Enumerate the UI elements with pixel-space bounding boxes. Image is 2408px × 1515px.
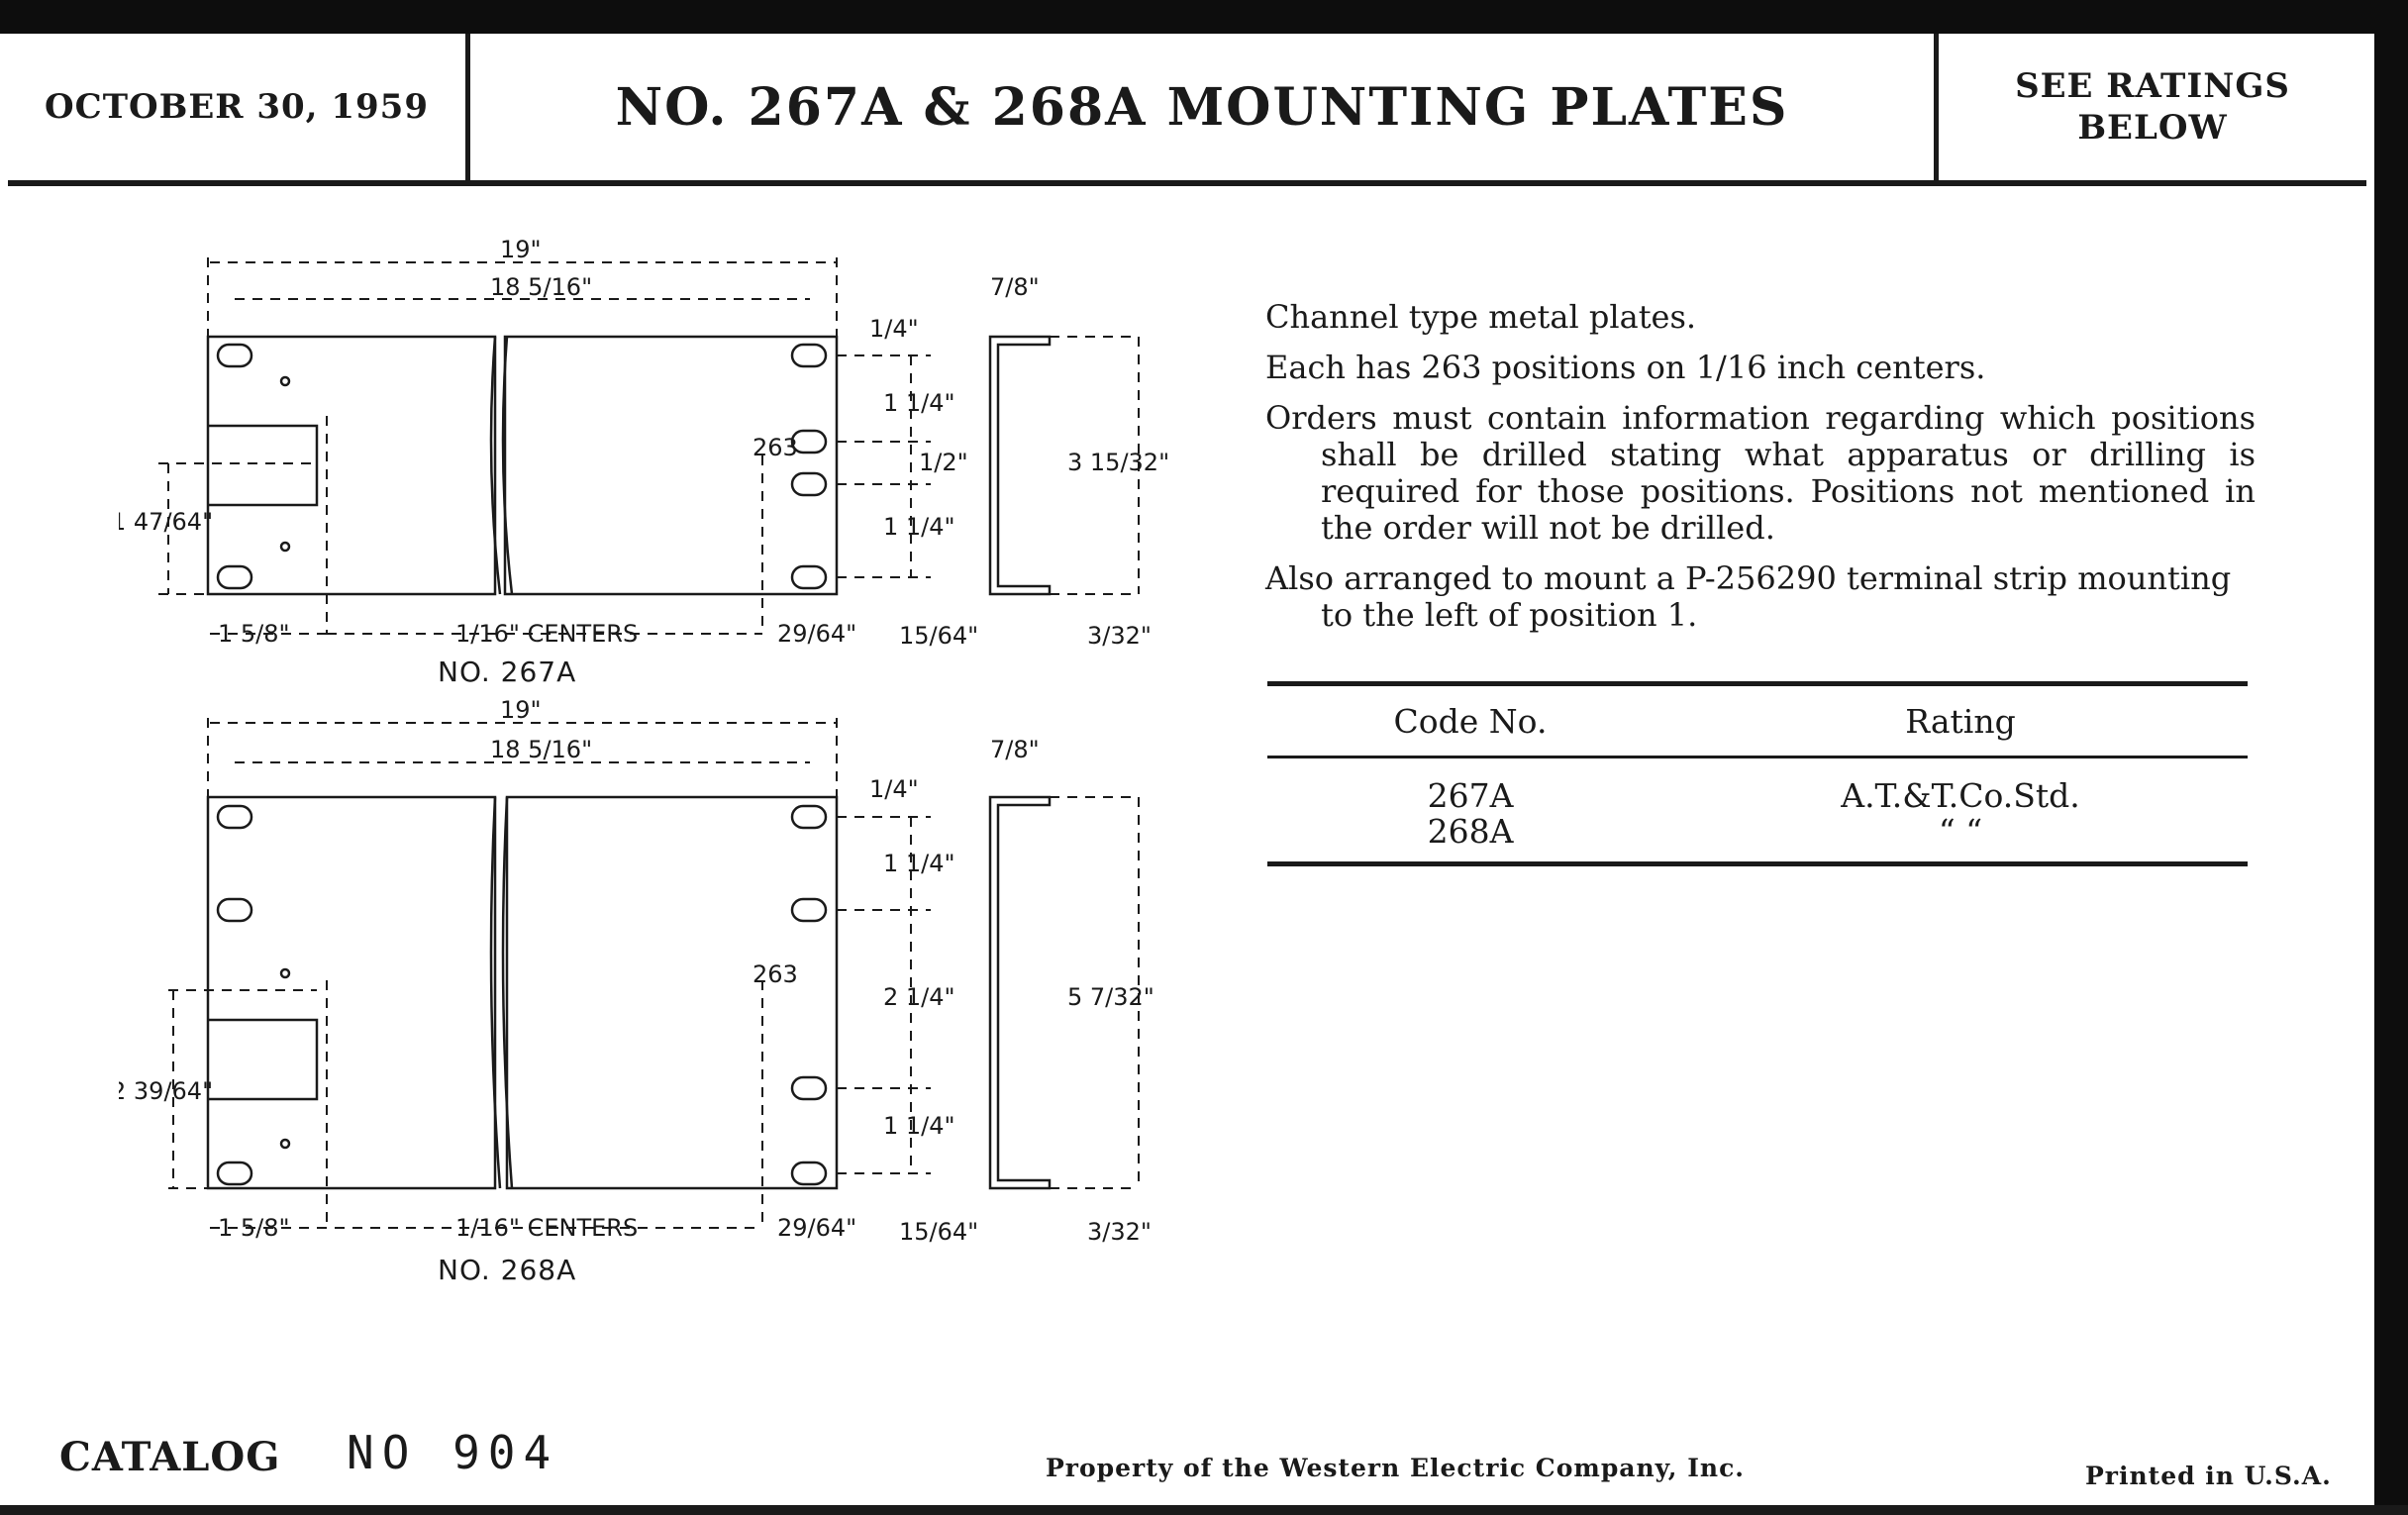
dim-268a-right-offset: 29/64" [777, 1214, 857, 1242]
dim-268a-channel-height: 5 7/32" [1067, 983, 1154, 1011]
dim-268a-channel-thickness: 3/32" [1087, 1218, 1152, 1246]
printed-notice: Printed in U.S.A. [2085, 1462, 2332, 1490]
dim-268a-left-offset: 1 5/8" [218, 1214, 290, 1242]
dim-268a-spacing-b: 2 1/4" [883, 983, 955, 1011]
header-ratings-cell [1939, 34, 2366, 180]
header-date-cell [8, 34, 470, 180]
description-p1: Channel type metal plates. [1265, 298, 1697, 336]
catalog-label: CATALOG [59, 1434, 281, 1480]
ratings-table-body [1267, 758, 2248, 866]
plate-268a-outline [208, 797, 837, 1188]
plate-267a-outline [208, 337, 837, 594]
dim-267a-channel-thickness: 3/32" [1087, 622, 1152, 650]
dim-268a-positions: 263 [752, 960, 798, 988]
ratings-header-rating: Rating [1905, 701, 2016, 741]
dim-267a-spacing-a: 1 1/4" [883, 389, 955, 417]
table-row-code: 268A [1427, 812, 1514, 851]
header-bar [8, 34, 2366, 186]
description-block [1265, 299, 2256, 648]
mounting-plates-drawing [119, 228, 1198, 1307]
table-row-rating: A.T.&T.Co.Std. [1841, 776, 2080, 815]
ratings-table-header [1267, 686, 2248, 758]
dim-268a-hole-span: 18 5/16" [490, 736, 593, 763]
dim-268a-spacing-c: 1 1/4" [883, 1112, 955, 1140]
dim-267a-overall-width: 19" [500, 236, 542, 263]
property-notice: Property of the Western Electric Company, Inc. [1046, 1454, 1746, 1482]
dim-268a-centers: 1/16" CENTERS [455, 1214, 639, 1242]
header-date: OCTOBER 30, 1959 [45, 87, 429, 127]
dim-268a-spacing-a: 1 1/4" [883, 850, 955, 877]
plate-268a-label: NO. 268A [438, 1254, 577, 1286]
dim-268a-overall-width: 19" [500, 696, 542, 724]
dim-267a-spacing-c: 1 1/4" [883, 513, 955, 541]
dim-267a-height: 1 47/64" [119, 508, 214, 536]
header-ratings-line1: SEE RATINGS [2015, 66, 2290, 106]
header-ratings-line2: BELOW [2077, 108, 2228, 148]
dim-267a-hole-span: 18 5/16" [490, 273, 593, 301]
dim-267a-bottom-margin: 15/64" [899, 622, 979, 650]
dim-268a-bottom-margin: 15/64" [899, 1218, 979, 1246]
dim-267a-centers: 1/16" CENTERS [455, 620, 639, 648]
description-p2: Each has 263 positions on 1/16 inch centers. [1265, 349, 1986, 386]
dim-268a-top-margin: 1/4" [869, 775, 919, 803]
dim-267a-top-margin: 1/4" [869, 315, 919, 343]
dim-267a-left-offset: 1 5/8" [218, 620, 290, 648]
ratings-table [1267, 681, 2248, 866]
technical-drawing [119, 228, 1198, 1307]
header-title-cell [470, 34, 1939, 180]
dim-267a-right-offset: 29/64" [777, 620, 857, 648]
scan-border-right [2374, 0, 2408, 1515]
description-p3: Orders must contain information regarding which positions shall be drilled stating what apparatus or drilling is required for those positions. Positions not mentioned in the order will not be drilled. [1265, 399, 2256, 547]
catalog-number: NO 904 [347, 1426, 559, 1479]
plate-267a-label: NO. 267A [438, 656, 577, 688]
dim-267a-channel-height: 3 15/32" [1067, 449, 1170, 476]
dim-268a-channel-flange: 7/8" [990, 736, 1040, 763]
description-p4: Also arranged to mount a P-256290 terminal strip mounting to the left of position 1. [1265, 559, 2232, 634]
dim-268a-height: 2 39/64" [119, 1077, 214, 1105]
dim-267a-spacing-b: 1/2" [919, 449, 968, 476]
table-row-code: 267A [1427, 776, 1514, 815]
table-row-rating: “ “ [1938, 812, 1983, 851]
scan-border-bottom [0, 1505, 2408, 1515]
ratings-header-code: Code No. [1393, 701, 1548, 741]
page-title: NO. 267A & 268A MOUNTING PLATES [615, 76, 1789, 138]
dim-267a-channel-flange: 7/8" [990, 273, 1040, 301]
dim-267a-positions: 263 [752, 434, 798, 461]
scan-border-top [0, 0, 2408, 34]
